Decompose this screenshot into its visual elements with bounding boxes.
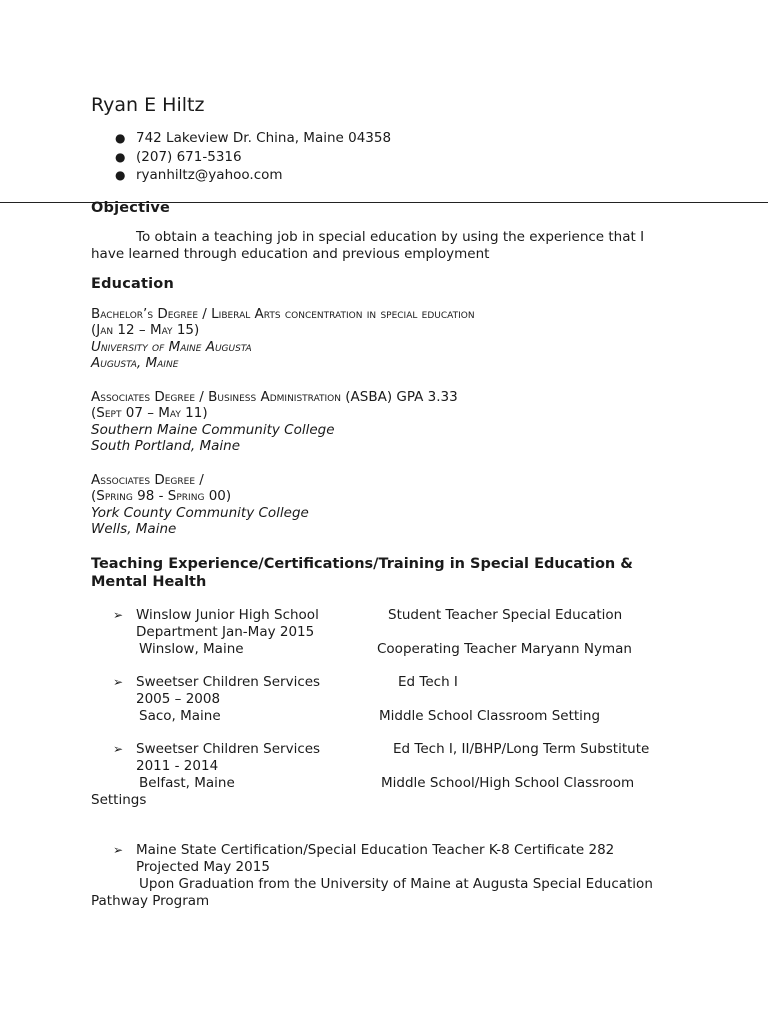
objective-line-1: To obtain a teaching job in special education by using the experience that I: [136, 229, 645, 245]
school-location: South Portland, Maine: [91, 438, 241, 454]
school-name: University of Maine Augusta: [91, 339, 252, 355]
arrow-bullet-icon: ➢: [113, 742, 124, 756]
experience-org: Sweetser Children Services: [136, 741, 321, 757]
contact-email: ryanhiltz@yahoo.com: [136, 167, 283, 183]
experience-detail: Middle School Classroom Setting: [379, 708, 601, 724]
degree: Associates Degree /: [91, 472, 204, 488]
contact-phone: (207) 671-5316: [136, 149, 242, 165]
school-location: Augusta, Maine: [91, 355, 179, 371]
bullet-icon: ●: [115, 150, 126, 164]
degree-dates: (Sept 07 – May 11): [91, 405, 208, 421]
experience-role: Student Teacher Special Education: [388, 607, 623, 623]
arrow-bullet-icon: ➢: [113, 675, 124, 689]
objective-heading: Objective: [91, 200, 171, 216]
resume-name: Ryan E Hiltz: [91, 94, 205, 116]
arrow-bullet-icon: ➢: [113, 608, 124, 622]
experience-detail: Middle School/High School Classroom: [381, 775, 635, 791]
arrow-bullet-icon: ➢: [113, 843, 124, 857]
experience-location: Saco, Maine: [139, 708, 221, 724]
certification-line-4: Pathway Program: [91, 893, 210, 909]
education-heading: Education: [91, 276, 174, 292]
experience-location: Winslow, Maine: [139, 641, 244, 657]
objective-line-2: have learned through education and previous employment: [91, 246, 490, 262]
experience-heading: Teaching Experience/Certifications/Training in Special Education & Mental Health: [91, 556, 633, 590]
experience-org: Sweetser Children Services: [136, 674, 321, 690]
bullet-icon: ●: [115, 131, 126, 145]
experience-location: Belfast, Maine: [139, 775, 235, 791]
experience-role: Ed Tech I: [398, 674, 458, 690]
experience-role: Ed Tech I, II/BHP/Long Term Substitute: [393, 741, 650, 757]
certification-line-1: Maine State Certification/Special Education Teacher K-8 Certificate 282: [136, 842, 615, 858]
school-name: Southern Maine Community College: [91, 422, 335, 438]
experience-line-2: Department Jan-May 2015: [136, 624, 315, 640]
experience-line-2: 2005 – 2008: [136, 691, 221, 707]
degree-dates: (Jan 12 – May 15): [91, 322, 200, 338]
degree-dates: (Spring 98 - Spring 00): [91, 488, 232, 504]
school-location: Wells, Maine: [91, 521, 177, 537]
experience-line-2: 2011 - 2014: [136, 758, 219, 774]
experience-detail: Cooperating Teacher Maryann Nyman: [377, 641, 632, 657]
experience-detail-wrap: Settings: [91, 792, 147, 808]
school-name: York County Community College: [91, 505, 309, 521]
certification-line-3: Upon Graduation from the University of Maine at Augusta Special Education: [139, 876, 653, 892]
bullet-icon: ●: [115, 168, 126, 182]
degree: Bachelor’s Degree / Liberal Arts concentration in special education: [91, 306, 475, 322]
certification-line-2: Projected May 2015: [136, 859, 270, 875]
degree: Associates Degree / Business Administration (ASBA) GPA 3.33: [91, 389, 458, 405]
contact-address: 742 Lakeview Dr. China, Maine 04358: [136, 130, 392, 146]
experience-org: Winslow Junior High School: [136, 607, 319, 623]
